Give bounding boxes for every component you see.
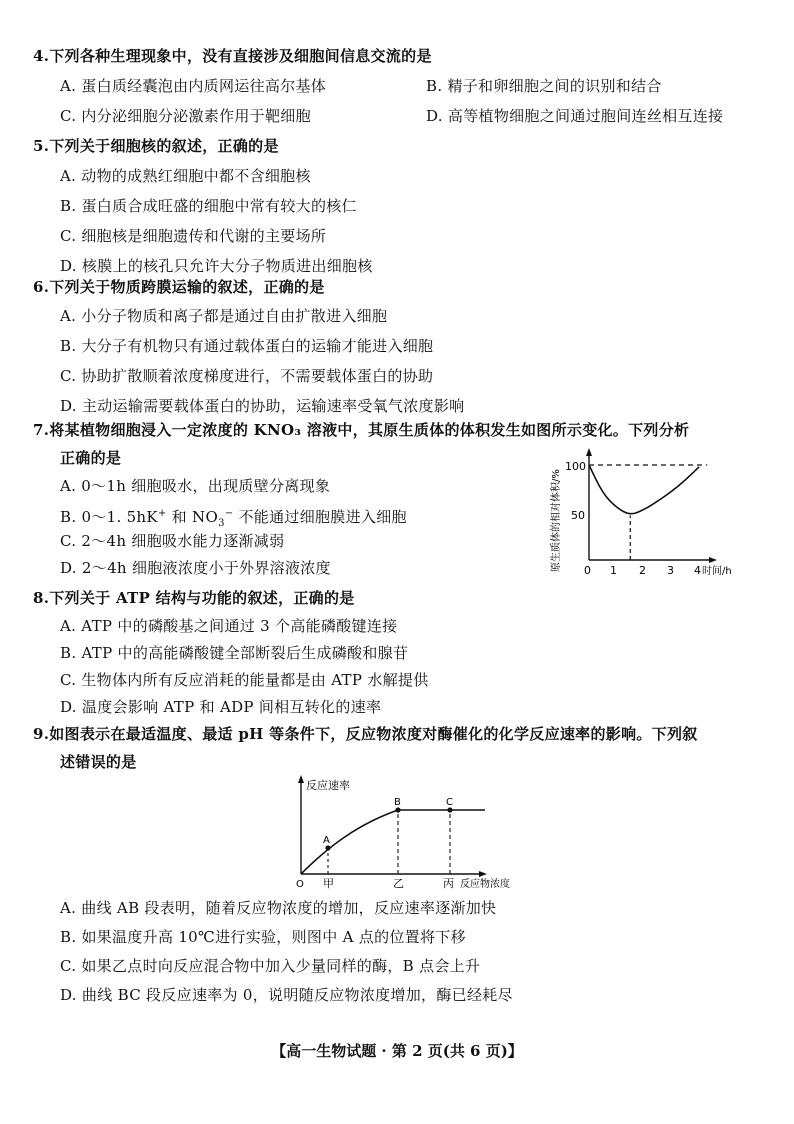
q9-option-d: D. 曲线 BC 段反应速率为 0，说明随反应物浓度增加，酶已经耗尽 (60, 986, 513, 1004)
q9-option-a: A. 曲线 AB 段表明，随着反应物浓度的增加，反应速率逐渐加快 (60, 899, 497, 917)
chart2-xtick-jia: 甲 (323, 877, 334, 890)
chart2-xlabel: 反应物浓度 (460, 879, 510, 890)
charge-minus: − (224, 508, 234, 519)
q6-option-b: B. 大分子有机物只有通过载体蛋白的运输才能进入细胞 (60, 337, 434, 355)
q5-stem: 5.下列关于细胞核的叙述，正确的是 (33, 137, 279, 155)
q7-option-b-part2: 和 NO (166, 508, 219, 526)
chart2-xtick-yi: 乙 (393, 877, 404, 890)
chart2-point-b (395, 807, 400, 812)
chart2-label-a: A (323, 835, 330, 846)
chart2-ylabel: 反应速率 (306, 779, 350, 792)
q4-option-c: C. 内分泌细胞分泌激素作用于靶细胞 (60, 107, 311, 125)
q6-stem: 6.下列关于物质跨膜运输的叙述，正确的是 (33, 278, 325, 296)
q6-option-c: C. 协助扩散顺着浓度梯度进行，不需要载体蛋白的协助 (60, 367, 434, 385)
chart1-ylabel: 原生质体的相对体积/% (551, 469, 562, 572)
chart1-xlabel: 时间/h (702, 566, 732, 577)
q5-option-c: C. 细胞核是细胞遗传和代谢的主要场所 (60, 227, 327, 245)
chart1-xtick-3: 3 (667, 564, 674, 577)
chart1-xtick-2: 2 (639, 564, 646, 577)
q7-stem-line1: 7.将某植物细胞浸入一定浓度的 KNO₃ 溶液中，其原生质体的体积发生如图所示变化。下列分析 (33, 421, 690, 439)
q9-stem-line2: 述错误的是 (60, 753, 137, 771)
q8-stem: 8.下列关于 ATP 结构与功能的叙述，正确的是 (33, 589, 355, 607)
q4-stem: 4.下列各种生理现象中，没有直接涉及细胞间信息交流的是 (33, 47, 432, 65)
q4-option-a: A. 蛋白质经囊泡由内质网运往高尔基体 (60, 77, 327, 95)
chart1-ytick-100: 100 (565, 460, 586, 473)
chart1-xtick-4: 4 (694, 564, 701, 577)
q5-option-b: B. 蛋白质合成旺盛的细胞中常有较大的核仁 (60, 197, 357, 215)
q6-option-d: D. 主动运输需要载体蛋白的协助，运输速率受氧气浓度影响 (60, 397, 465, 415)
q5-option-d: D. 核膜上的核孔只允许大分子物质进出细胞核 (60, 257, 373, 275)
q8-option-b: B. ATP 中的高能磷酸键全部断裂后生成磷酸和腺苷 (60, 644, 409, 662)
chart2-label-b: B (394, 797, 401, 808)
chart2-y-arrow (298, 775, 304, 783)
chart1-ytick-50: 50 (571, 509, 585, 522)
q8-option-d: D. 温度会影响 ATP 和 ADP 间相互转化的速率 (60, 698, 382, 716)
chart1-xtick-0: 0 (584, 564, 591, 577)
page-footer: 【高一生物试题 · 第 2 页(共 6 页)】 (271, 1042, 523, 1060)
q7-stem-line2: 正确的是 (60, 449, 122, 467)
q5-option-a: A. 动物的成熟红细胞中都不含细胞核 (60, 167, 311, 185)
chart2-x-arrow (479, 871, 487, 877)
q4-option-d: D. 高等植物细胞之间通过胞间连丝相互连接 (426, 107, 724, 125)
q7-option-c: C. 2～4h 细胞吸水能力逐渐减弱 (60, 532, 285, 550)
reaction-rate-chart (280, 770, 540, 892)
charge-plus: + (157, 508, 167, 519)
chart2-origin: O (296, 879, 304, 890)
q4-option-b: B. 精子和卵细胞之间的识别和结合 (426, 77, 662, 95)
q7-option-a: A. 0～1h 细胞吸水，出现质壁分离现象 (60, 477, 331, 495)
q7-option-b-part3: 不能通过细胞膜进入细胞 (233, 508, 407, 526)
chart1-x-arrow (709, 557, 717, 563)
chart2-label-c: C (446, 797, 453, 808)
q6-option-a: A. 小分子物质和离子都是通过自由扩散进入细胞 (60, 307, 388, 325)
q9-stem-line1: 9.如图表示在最适温度、最适 pH 等条件下，反应物浓度对酶催化的化学反应速率的影响。下列叙 (33, 725, 698, 743)
q7-option-d: D. 2～4h 细胞液浓度小于外界溶液浓度 (60, 559, 331, 577)
chart1-y-arrow (586, 448, 592, 456)
q7-option-b (60, 504, 407, 534)
chart2-point-c (447, 807, 452, 812)
chart2-xtick-bing: 丙 (443, 877, 454, 890)
q8-option-c: C. 生物体内所有反应消耗的能量都是由 ATP 水解提供 (60, 671, 429, 689)
protoplast-volume-chart (545, 448, 770, 583)
q9-option-c: C. 如果乙点时向反应混合物中加入少量同样的酶，B 点会上升 (60, 957, 481, 975)
chart2-point-a (325, 845, 330, 850)
q9-option-b: B. 如果温度升高 10℃进行实验，则图中 A 点的位置将下移 (60, 928, 466, 946)
q8-option-a: A. ATP 中的磷酸基之间通过 3 个高能磷酸键连接 (60, 617, 398, 635)
chart1-volume-curve (589, 465, 699, 514)
chart1-xtick-1: 1 (610, 564, 617, 577)
subscript-three: 3 (218, 518, 225, 529)
q7-option-b-part1: B. 0～1. 5hK (60, 508, 158, 526)
